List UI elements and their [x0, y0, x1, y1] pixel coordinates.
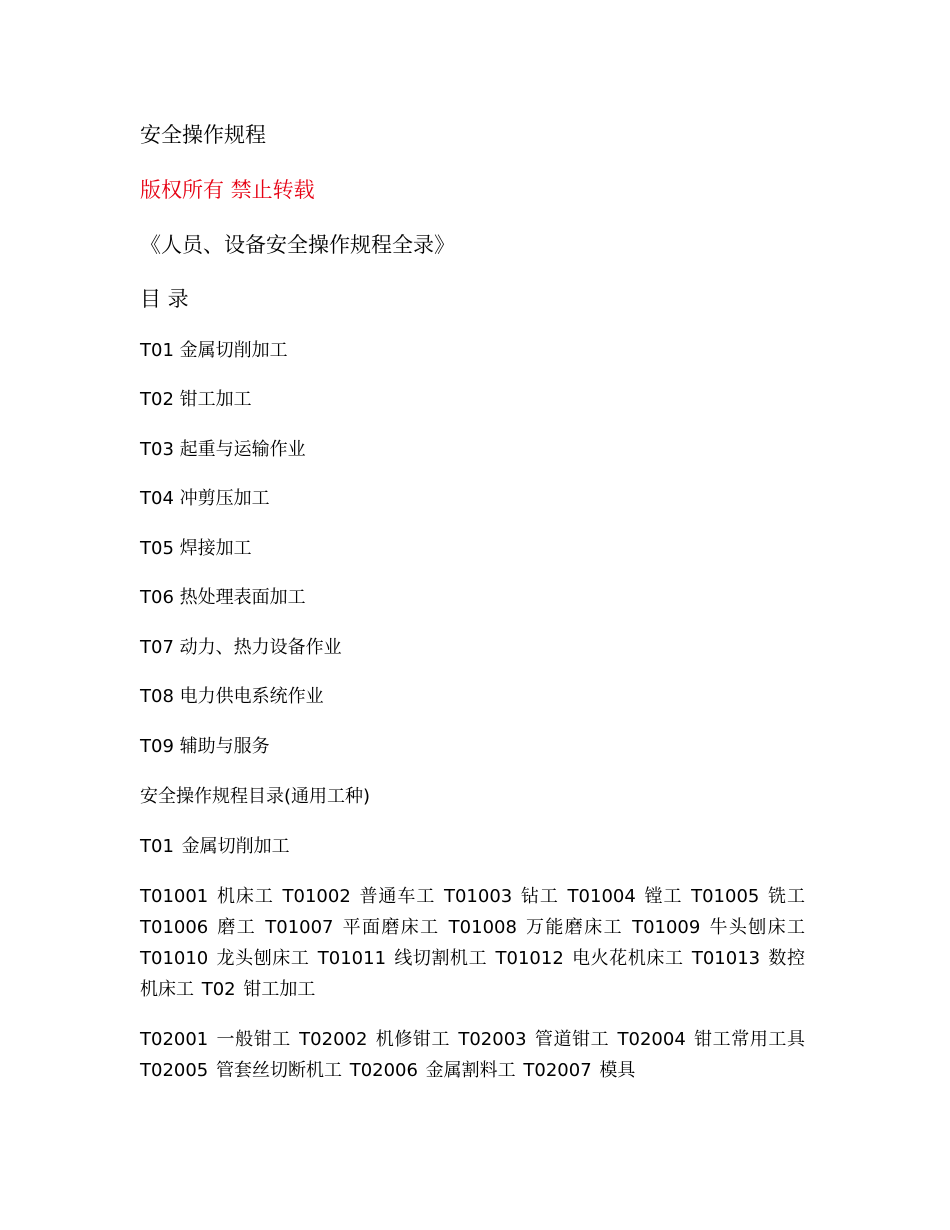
toc-heading: 目 录 — [140, 287, 189, 311]
toc-item: T03 起重与运输作业 — [140, 439, 306, 460]
book-title: 《人员、设备安全操作规程全录》 — [140, 233, 455, 257]
toc-item: T05 焊接加工 — [140, 538, 252, 559]
toc-item: T02 钳工加工 — [140, 389, 252, 410]
copyright-notice: 版权所有 禁止转载 — [140, 178, 315, 202]
paragraph-t02-list: T02001 一般钳工 T02002 机修钳工 T02003 管道钳工 T02004 钳工常用工具 T02005 管套丝切断机工 T02006 金属割料工 T02007 模具 — [140, 1029, 805, 1081]
toc-item: T07 动力、热力设备作业 — [140, 637, 342, 658]
document-title: 安全操作规程 — [140, 123, 266, 147]
subsection-heading: T01 金属切削加工 — [140, 836, 290, 857]
toc-item: T09 辅助与服务 — [140, 736, 270, 757]
toc-item: T04 冲剪压加工 — [140, 488, 270, 509]
section-heading: 安全操作规程目录(通用工种) — [140, 786, 371, 807]
toc-item: T06 热处理表面加工 — [140, 587, 306, 608]
toc-item: T01 金属切削加工 — [140, 340, 288, 361]
toc-item: T08 电力供电系统作业 — [140, 686, 324, 707]
paragraph-t01-list: T01001 机床工 T01002 普通车工 T01003 钻工 T01004 镗工 T01005 铣工 T01006 磨工 T01007 平面磨床工 T01008 万能磨床工 T01009 牛头刨床工 T01010 龙头刨床工 T01011 线切割机工 T01012 电火花机床工 T01013 数控机床工 T02 钳工加工 — [140, 886, 805, 1000]
